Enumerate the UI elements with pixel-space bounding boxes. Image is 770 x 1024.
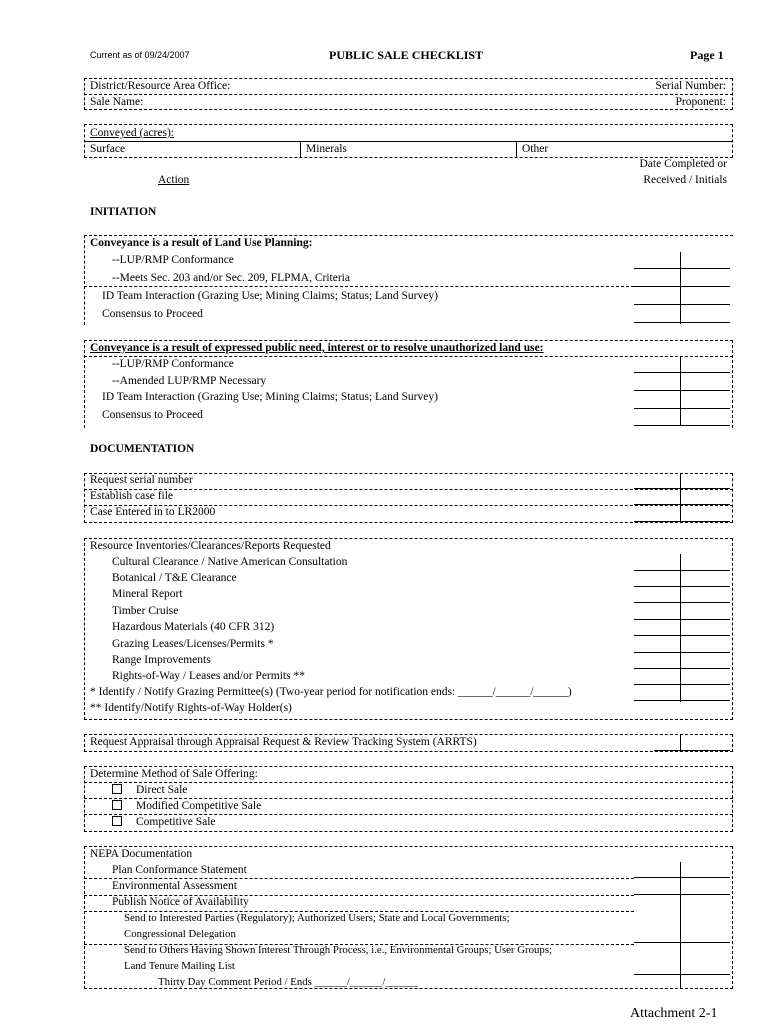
resource-item-botanical: Botanical / T&E Clearance — [112, 572, 237, 584]
nepa-title: NEPA Documentation — [90, 848, 193, 860]
nepa-send-interested-1: Send to Interested Parties (Regulatory); Authorized Users; State and Local Governments; — [124, 912, 510, 924]
group1-id-team: ID Team Interaction (Grazing Use; Mining Claims; Status; Land Survey) — [102, 290, 438, 302]
resource-note-grazing: * Identify / Notify Grazing Permittee(s) (Two-year period for notification ends: ______/______/______) — [90, 686, 572, 698]
documentation-heading: DOCUMENTATION — [90, 443, 195, 455]
option-competitive-sale[interactable]: Competitive Sale — [112, 816, 216, 828]
sale-name-label: Sale Name: — [90, 96, 144, 108]
resource-item-grazing: Grazing Leases/Licenses/Permits * — [112, 638, 274, 650]
page-number: Page 1 — [690, 48, 724, 62]
date-column-heading-1: Date Completed or — [639, 158, 727, 170]
group2-consensus: Consensus to Proceed — [102, 409, 203, 421]
group1-item-1: --LUP/RMP Conformance — [112, 254, 234, 266]
resource-item-timber: Timber Cruise — [112, 605, 179, 617]
resource-title: Resource Inventories/Clearances/Reports Requested — [90, 540, 331, 552]
group2-item-1: --LUP/RMP Conformance — [112, 358, 234, 370]
group1-title: Conveyance is a result of Land Use Planning: — [90, 237, 313, 249]
option-direct-sale[interactable]: Direct Sale — [112, 784, 187, 796]
district-label: District/Resource Area Office: — [90, 80, 231, 92]
attachment-label: Attachment 2-1 — [630, 1006, 718, 1021]
group2-title: Conveyance is a result of expressed public need, interest or to resolve unauthorized land use: — [90, 342, 544, 354]
method-title: Determine Method of Sale Offering: — [90, 768, 258, 780]
conveyed-label: Conveyed (acres): — [90, 127, 174, 139]
other-label: Other — [522, 143, 549, 155]
nepa-send-others-1: Send to Others Having Shown Interest Through Process, i.e., Environmental Groups; User Groups; — [124, 944, 553, 956]
nepa-comment-period: Thirty Day Comment Period / Ends ______/______/______ — [158, 976, 418, 988]
group1-consensus: Consensus to Proceed — [102, 308, 203, 320]
current-as-of-date: Current as of 09/24/2007 — [90, 50, 190, 60]
group1-item-2: --Meets Sec. 203 and/or Sec. 209, FLPMA, Criteria — [112, 272, 350, 284]
group2-item-2: --Amended LUP/RMP Necessary — [112, 375, 267, 387]
checkbox-icon[interactable] — [112, 816, 122, 826]
checkbox-icon[interactable] — [112, 784, 122, 794]
resource-note-row: ** Identify/Notify Rights-of-Way Holder(s) — [90, 702, 292, 714]
doc-item-lr2000: Case Entered in to LR2000 — [90, 506, 216, 518]
action-column-heading: Action — [158, 174, 190, 186]
resource-item-rights-of-way: Rights-of-Way / Leases and/or Permits ** — [112, 670, 305, 682]
resource-item-range: Range Improvements — [112, 654, 211, 666]
date-column-heading-2: Received / Initials — [643, 174, 727, 186]
nepa-send-interested-2: Congressional Delegation — [124, 928, 236, 940]
surface-label: Surface — [90, 143, 126, 155]
doc-item-request-serial: Request serial number — [90, 474, 193, 486]
nepa-publish-notice: Publish Notice of Availability — [112, 896, 249, 908]
nepa-send-others-2: Land Tenure Mailing List — [124, 960, 235, 972]
option-modified-competitive-sale[interactable]: Modified Competitive Sale — [112, 800, 261, 812]
minerals-label: Minerals — [306, 143, 347, 155]
nepa-plan-conformance: Plan Conformance Statement — [112, 864, 247, 876]
nepa-environmental-assessment: Environmental Assessment — [112, 880, 237, 892]
page-title: PUBLIC SALE CHECKLIST — [329, 48, 484, 62]
serial-number-label: Serial Number: — [655, 80, 726, 92]
resource-item-hazardous: Hazardous Materials (40 CFR 312) — [112, 621, 275, 633]
appraisal-request: Request Appraisal through Appraisal Request & Review Tracking System (ARRTS) — [90, 736, 477, 748]
initiation-heading: INITIATION — [90, 206, 157, 218]
proponent-label: Proponent: — [675, 96, 726, 108]
resource-item-cultural: Cultural Clearance / Native American Consultation — [112, 556, 348, 568]
checkbox-icon[interactable] — [112, 800, 122, 810]
group2-id-team: ID Team Interaction (Grazing Use; Mining Claims; Status; Land Survey) — [102, 391, 438, 403]
resource-item-mineral: Mineral Report — [112, 588, 183, 600]
doc-item-case-file: Establish case file — [90, 490, 174, 502]
